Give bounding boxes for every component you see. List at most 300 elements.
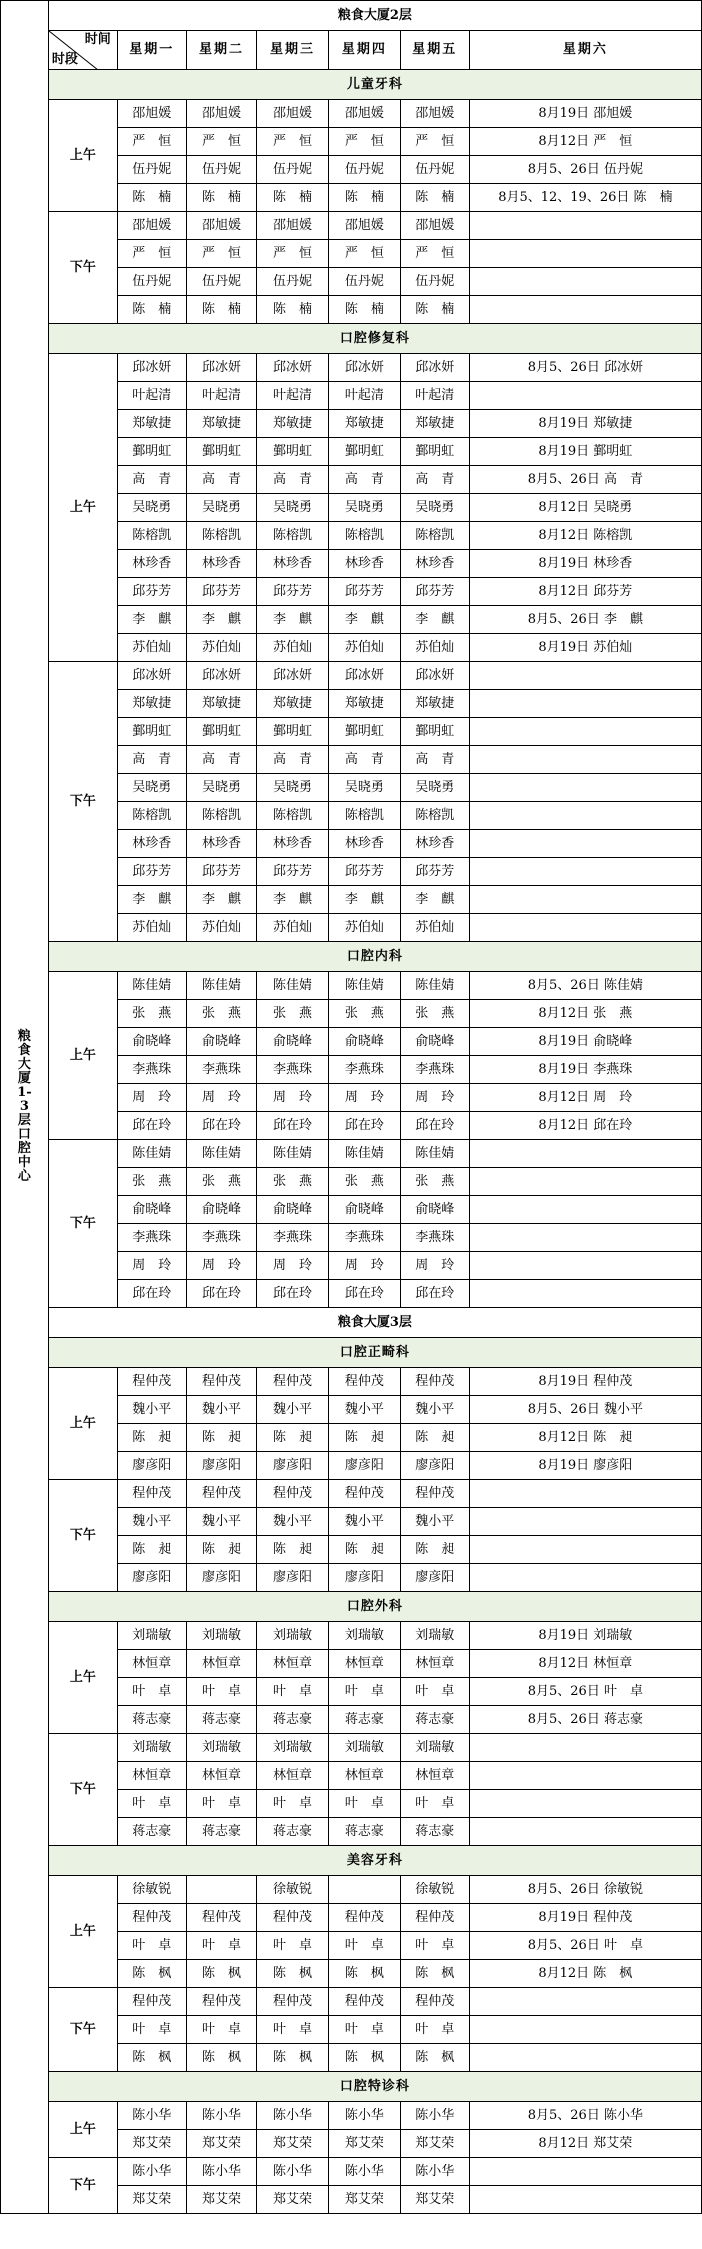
doctor-cell: 鄞明虹 bbox=[400, 718, 469, 746]
doctor-cell: 廖彦阳 bbox=[117, 1564, 186, 1592]
day-header: 星期五 bbox=[400, 31, 469, 70]
doctor-cell: 吴晓勇 bbox=[400, 494, 469, 522]
doctor-cell: 张 燕 bbox=[117, 1168, 186, 1196]
doctor-cell: 程仲茂 bbox=[186, 1480, 256, 1508]
doctor-cell: 魏小平 bbox=[328, 1396, 400, 1424]
doctor-row bbox=[1, 212, 702, 240]
doctor-cell: 邱在玲 bbox=[400, 1112, 469, 1140]
period-label: 上午 bbox=[48, 1622, 117, 1734]
doctor-cell: 叶 卓 bbox=[117, 2016, 186, 2044]
doctor-row bbox=[1, 662, 702, 690]
doctor-cell: 邱芬芳 bbox=[328, 578, 400, 606]
section-header-row bbox=[1, 1338, 702, 1368]
period-label: 上午 bbox=[48, 354, 117, 662]
doctor-cell: 林恒章 bbox=[117, 1650, 186, 1678]
doctor-cell: 陈榕凯 bbox=[400, 802, 469, 830]
doctor-cell: 李 麒 bbox=[186, 606, 256, 634]
saturday-cell: 8月5、26日 邱冰妍 bbox=[469, 354, 701, 382]
doctor-cell: 邱冰妍 bbox=[117, 354, 186, 382]
doctor-cell: 周 玲 bbox=[257, 1084, 329, 1112]
doctor-cell bbox=[328, 1876, 400, 1904]
doctor-cell: 鄞明虹 bbox=[186, 718, 256, 746]
doctor-cell: 陈佳婧 bbox=[117, 972, 186, 1000]
doctor-cell: 程仲茂 bbox=[400, 1988, 469, 2016]
saturday-cell bbox=[469, 1734, 701, 1762]
doctor-cell: 陈小华 bbox=[186, 2102, 256, 2130]
doctor-cell: 叶 卓 bbox=[186, 1790, 256, 1818]
doctor-cell: 严 恒 bbox=[117, 128, 186, 156]
doctor-cell: 林珍香 bbox=[186, 830, 256, 858]
doctor-cell: 郑敏捷 bbox=[186, 690, 256, 718]
doctor-cell: 张 燕 bbox=[186, 1168, 256, 1196]
saturday-cell: 8月19日 鄞明虹 bbox=[469, 438, 701, 466]
doctor-cell: 邱芬芳 bbox=[186, 858, 256, 886]
doctor-cell: 魏小平 bbox=[257, 1508, 329, 1536]
doctor-cell: 郑敏捷 bbox=[117, 690, 186, 718]
saturday-cell bbox=[469, 662, 701, 690]
doctor-cell: 陈小华 bbox=[257, 2102, 329, 2130]
doctor-cell: 邱冰妍 bbox=[186, 354, 256, 382]
doctor-cell bbox=[186, 1876, 256, 1904]
saturday-cell bbox=[469, 1564, 701, 1592]
doctor-cell: 陈 昶 bbox=[186, 1536, 256, 1564]
corner-period-label: 时段 bbox=[51, 52, 78, 67]
saturday-cell bbox=[469, 212, 701, 240]
doctor-cell: 李 麒 bbox=[328, 886, 400, 914]
doctor-cell: 俞晓峰 bbox=[257, 1028, 329, 1056]
period-label: 下午 bbox=[48, 1988, 117, 2072]
doctor-cell: 高 青 bbox=[257, 466, 329, 494]
saturday-cell bbox=[469, 2044, 701, 2072]
doctor-cell: 周 玲 bbox=[328, 1084, 400, 1112]
doctor-cell: 郑艾荣 bbox=[117, 2186, 186, 2214]
doctor-cell: 张 燕 bbox=[400, 1168, 469, 1196]
doctor-cell: 郑艾荣 bbox=[400, 2130, 469, 2158]
saturday-cell: 8月5、26日 高 青 bbox=[469, 466, 701, 494]
doctor-cell: 邵旭媛 bbox=[328, 212, 400, 240]
doctor-cell: 伍丹妮 bbox=[186, 156, 256, 184]
doctor-cell: 郑艾荣 bbox=[328, 2186, 400, 2214]
doctor-cell: 邵旭媛 bbox=[257, 212, 329, 240]
doctor-cell: 叶起清 bbox=[328, 382, 400, 410]
doctor-cell: 张 燕 bbox=[257, 1168, 329, 1196]
doctor-cell: 蒋志豪 bbox=[117, 1706, 186, 1734]
doctor-cell: 魏小平 bbox=[328, 1508, 400, 1536]
doctor-cell: 邱芬芳 bbox=[400, 578, 469, 606]
doctor-cell: 严 恒 bbox=[328, 240, 400, 268]
doctor-row bbox=[1, 354, 702, 382]
saturday-cell bbox=[469, 240, 701, 268]
doctor-cell: 程仲茂 bbox=[186, 1368, 256, 1396]
saturday-cell: 8月19日 程仲茂 bbox=[469, 1904, 701, 1932]
doctor-cell: 廖彦阳 bbox=[117, 1452, 186, 1480]
doctor-cell: 郑艾荣 bbox=[328, 2130, 400, 2158]
saturday-cell: 8月12日 林恒章 bbox=[469, 1650, 701, 1678]
doctor-cell: 陈小华 bbox=[117, 2102, 186, 2130]
doctor-cell: 叶 卓 bbox=[117, 1678, 186, 1706]
doctor-cell: 严 恒 bbox=[186, 240, 256, 268]
doctor-row bbox=[1, 1734, 702, 1762]
doctor-cell: 陈 楠 bbox=[328, 296, 400, 324]
period-label: 上午 bbox=[48, 972, 117, 1140]
doctor-cell: 廖彦阳 bbox=[186, 1452, 256, 1480]
saturday-cell: 8月19日 刘瑞敏 bbox=[469, 1622, 701, 1650]
doctor-cell: 叶 卓 bbox=[328, 1932, 400, 1960]
saturday-cell: 8月12日 邱芬芳 bbox=[469, 578, 701, 606]
section-title: 口腔内科 bbox=[48, 942, 701, 972]
doctor-row bbox=[1, 1988, 702, 2016]
doctor-cell: 邱冰妍 bbox=[400, 354, 469, 382]
doctor-cell: 程仲茂 bbox=[117, 1368, 186, 1396]
doctor-cell: 叶 卓 bbox=[328, 1790, 400, 1818]
doctor-cell: 蒋志豪 bbox=[186, 1706, 256, 1734]
saturday-cell bbox=[469, 690, 701, 718]
doctor-cell: 刘瑞敏 bbox=[186, 1734, 256, 1762]
doctor-cell: 张 燕 bbox=[117, 1000, 186, 1028]
doctor-cell: 陈佳婧 bbox=[257, 1140, 329, 1168]
doctor-cell: 俞晓峰 bbox=[400, 1028, 469, 1056]
doctor-cell: 程仲茂 bbox=[257, 1368, 329, 1396]
doctor-cell: 伍丹妮 bbox=[400, 156, 469, 184]
doctor-cell: 陈 枫 bbox=[257, 2044, 329, 2072]
doctor-cell: 伍丹妮 bbox=[400, 268, 469, 296]
doctor-cell: 邱在玲 bbox=[257, 1280, 329, 1308]
doctor-cell: 俞晓峰 bbox=[328, 1028, 400, 1056]
doctor-cell: 郑敏捷 bbox=[328, 690, 400, 718]
doctor-cell: 苏伯灿 bbox=[186, 914, 256, 942]
doctor-cell: 周 玲 bbox=[186, 1252, 256, 1280]
doctor-cell: 陈小华 bbox=[257, 2158, 329, 2186]
doctor-cell: 郑敏捷 bbox=[400, 410, 469, 438]
doctor-cell: 魏小平 bbox=[186, 1396, 256, 1424]
doctor-cell: 魏小平 bbox=[257, 1396, 329, 1424]
doctor-cell: 严 恒 bbox=[117, 240, 186, 268]
section-title: 口腔外科 bbox=[48, 1592, 701, 1622]
doctor-cell: 陈 昶 bbox=[400, 1536, 469, 1564]
doctor-cell: 李燕珠 bbox=[117, 1056, 186, 1084]
doctor-cell: 陈 昶 bbox=[117, 1424, 186, 1452]
doctor-cell: 周 玲 bbox=[186, 1084, 256, 1112]
doctor-cell: 林恒章 bbox=[117, 1762, 186, 1790]
doctor-cell: 林恒章 bbox=[186, 1650, 256, 1678]
saturday-cell: 8月19日 廖彦阳 bbox=[469, 1452, 701, 1480]
doctor-cell: 陈小华 bbox=[328, 2158, 400, 2186]
doctor-row bbox=[1, 1876, 702, 1904]
doctor-cell: 陈榕凯 bbox=[117, 802, 186, 830]
doctor-cell: 李 麒 bbox=[257, 606, 329, 634]
period-label: 下午 bbox=[48, 212, 117, 324]
doctor-cell: 陈榕凯 bbox=[257, 522, 329, 550]
doctor-cell: 蒋志豪 bbox=[257, 1818, 329, 1846]
doctor-cell: 李燕珠 bbox=[257, 1056, 329, 1084]
doctor-cell: 林恒章 bbox=[257, 1762, 329, 1790]
doctor-cell: 程仲茂 bbox=[328, 1904, 400, 1932]
doctor-cell: 林珍香 bbox=[328, 550, 400, 578]
doctor-cell: 苏伯灿 bbox=[257, 634, 329, 662]
section-header-row bbox=[1, 2072, 702, 2102]
doctor-cell: 叶 卓 bbox=[400, 2016, 469, 2044]
doctor-cell: 蒋志豪 bbox=[328, 1818, 400, 1846]
doctor-cell: 邵旭媛 bbox=[400, 212, 469, 240]
doctor-cell: 伍丹妮 bbox=[328, 156, 400, 184]
doctor-cell: 李燕珠 bbox=[328, 1056, 400, 1084]
doctor-cell: 周 玲 bbox=[117, 1084, 186, 1112]
doctor-cell: 周 玲 bbox=[328, 1252, 400, 1280]
doctor-cell: 叶 卓 bbox=[186, 1932, 256, 1960]
doctor-cell: 邱冰妍 bbox=[400, 662, 469, 690]
doctor-cell: 刘瑞敏 bbox=[257, 1734, 329, 1762]
doctor-cell: 邱冰妍 bbox=[328, 354, 400, 382]
saturday-cell: 8月19日 俞晓峰 bbox=[469, 1028, 701, 1056]
doctor-cell: 蒋志豪 bbox=[117, 1818, 186, 1846]
doctor-cell: 陈小华 bbox=[400, 2158, 469, 2186]
doctor-cell: 程仲茂 bbox=[117, 1988, 186, 2016]
saturday-cell bbox=[469, 1252, 701, 1280]
doctor-cell: 林珍香 bbox=[400, 830, 469, 858]
doctor-cell: 高 青 bbox=[328, 466, 400, 494]
doctor-cell: 周 玲 bbox=[400, 1084, 469, 1112]
doctor-cell: 苏伯灿 bbox=[117, 914, 186, 942]
period-label: 下午 bbox=[48, 1480, 117, 1592]
doctor-cell: 鄞明虹 bbox=[328, 718, 400, 746]
doctor-cell: 陈 楠 bbox=[117, 184, 186, 212]
saturday-cell: 8月19日 邵旭媛 bbox=[469, 100, 701, 128]
doctor-cell: 鄞明虹 bbox=[117, 718, 186, 746]
doctor-cell: 林恒章 bbox=[400, 1650, 469, 1678]
doctor-cell: 陈 楠 bbox=[186, 184, 256, 212]
saturday-cell bbox=[469, 1140, 701, 1168]
doctor-cell: 廖彦阳 bbox=[257, 1564, 329, 1592]
doctor-cell: 邵旭媛 bbox=[186, 100, 256, 128]
doctor-cell: 叶起清 bbox=[117, 382, 186, 410]
doctor-cell: 高 青 bbox=[400, 466, 469, 494]
doctor-cell: 程仲茂 bbox=[400, 1480, 469, 1508]
doctor-cell: 吴晓勇 bbox=[328, 774, 400, 802]
doctor-cell: 魏小平 bbox=[400, 1508, 469, 1536]
doctor-cell: 陈佳婧 bbox=[328, 1140, 400, 1168]
doctor-cell: 邱在玲 bbox=[257, 1112, 329, 1140]
doctor-cell: 陈榕凯 bbox=[117, 522, 186, 550]
doctor-cell: 严 恒 bbox=[400, 240, 469, 268]
doctor-cell: 高 青 bbox=[186, 746, 256, 774]
doctor-cell: 苏伯灿 bbox=[328, 914, 400, 942]
doctor-cell: 刘瑞敏 bbox=[117, 1734, 186, 1762]
doctor-cell: 邱在玲 bbox=[328, 1112, 400, 1140]
doctor-cell: 林珍香 bbox=[328, 830, 400, 858]
doctor-cell: 陈榕凯 bbox=[186, 522, 256, 550]
doctor-cell: 郑艾荣 bbox=[117, 2130, 186, 2158]
doctor-cell: 陈 昶 bbox=[117, 1536, 186, 1564]
doctor-row bbox=[1, 100, 702, 128]
doctor-cell: 林恒章 bbox=[400, 1762, 469, 1790]
saturday-cell: 8月19日 李燕珠 bbox=[469, 1056, 701, 1084]
doctor-cell: 徐敏锐 bbox=[400, 1876, 469, 1904]
section-title: 儿童牙科 bbox=[48, 70, 701, 100]
doctor-cell: 苏伯灿 bbox=[186, 634, 256, 662]
doctor-cell: 林恒章 bbox=[328, 1762, 400, 1790]
doctor-cell: 邱冰妍 bbox=[257, 662, 329, 690]
doctor-cell: 吴晓勇 bbox=[186, 494, 256, 522]
period-label: 下午 bbox=[48, 2158, 117, 2214]
doctor-cell: 郑敏捷 bbox=[257, 690, 329, 718]
saturday-cell bbox=[469, 858, 701, 886]
period-label: 上午 bbox=[48, 1876, 117, 1988]
doctor-cell: 邵旭媛 bbox=[328, 100, 400, 128]
doctor-cell: 李 麒 bbox=[257, 886, 329, 914]
doctor-cell: 张 燕 bbox=[257, 1000, 329, 1028]
doctor-cell: 李 麒 bbox=[186, 886, 256, 914]
doctor-cell: 叶 卓 bbox=[400, 1790, 469, 1818]
doctor-cell: 李 麒 bbox=[117, 606, 186, 634]
doctor-cell: 陈 楠 bbox=[186, 296, 256, 324]
doctor-cell: 林珍香 bbox=[186, 550, 256, 578]
doctor-cell: 邱芬芳 bbox=[257, 858, 329, 886]
saturday-cell bbox=[469, 1480, 701, 1508]
saturday-cell: 8月5、26日 叶 卓 bbox=[469, 1932, 701, 1960]
doctor-cell: 严 恒 bbox=[257, 128, 329, 156]
saturday-cell bbox=[469, 1790, 701, 1818]
doctor-cell: 林珍香 bbox=[117, 830, 186, 858]
doctor-cell: 邵旭媛 bbox=[186, 212, 256, 240]
doctor-cell: 叶 卓 bbox=[257, 1790, 329, 1818]
doctor-cell: 廖彦阳 bbox=[400, 1564, 469, 1592]
doctor-cell: 蒋志豪 bbox=[186, 1818, 256, 1846]
doctor-cell: 郑敏捷 bbox=[186, 410, 256, 438]
doctor-cell: 邱在玲 bbox=[117, 1280, 186, 1308]
doctor-cell: 陈小华 bbox=[186, 2158, 256, 2186]
doctor-cell: 程仲茂 bbox=[257, 1480, 329, 1508]
saturday-cell: 8月12日 邱在玲 bbox=[469, 1112, 701, 1140]
doctor-cell: 邱在玲 bbox=[400, 1280, 469, 1308]
saturday-cell bbox=[469, 382, 701, 410]
doctor-cell: 程仲茂 bbox=[328, 1480, 400, 1508]
doctor-cell: 邱芬芳 bbox=[328, 858, 400, 886]
doctor-cell: 高 青 bbox=[117, 746, 186, 774]
doctor-cell: 张 燕 bbox=[328, 1168, 400, 1196]
doctor-cell: 俞晓峰 bbox=[186, 1196, 256, 1224]
saturday-cell: 8月12日 张 燕 bbox=[469, 1000, 701, 1028]
doctor-cell: 邵旭媛 bbox=[117, 212, 186, 240]
doctor-cell: 叶 卓 bbox=[400, 1932, 469, 1960]
doctor-cell: 陈 楠 bbox=[257, 184, 329, 212]
doctor-cell: 郑艾荣 bbox=[186, 2130, 256, 2158]
doctor-cell: 张 燕 bbox=[400, 1000, 469, 1028]
doctor-cell: 蒋志豪 bbox=[400, 1706, 469, 1734]
saturday-cell bbox=[469, 1168, 701, 1196]
doctor-cell: 高 青 bbox=[257, 746, 329, 774]
doctor-cell: 李燕珠 bbox=[328, 1224, 400, 1252]
doctor-cell: 陈 楠 bbox=[257, 296, 329, 324]
doctor-cell: 陈 楠 bbox=[400, 184, 469, 212]
doctor-cell: 邱在玲 bbox=[186, 1112, 256, 1140]
doctor-cell: 鄞明虹 bbox=[328, 438, 400, 466]
doctor-cell: 叶 卓 bbox=[117, 1790, 186, 1818]
doctor-cell: 邱在玲 bbox=[117, 1112, 186, 1140]
doctor-row bbox=[1, 1368, 702, 1396]
saturday-cell: 8月19日 程仲茂 bbox=[469, 1368, 701, 1396]
doctor-cell: 邱在玲 bbox=[186, 1280, 256, 1308]
doctor-cell: 陈榕凯 bbox=[257, 802, 329, 830]
saturday-cell: 8月5、26日 伍丹妮 bbox=[469, 156, 701, 184]
doctor-cell: 陈 昶 bbox=[257, 1424, 329, 1452]
doctor-cell: 陈榕凯 bbox=[328, 522, 400, 550]
doctor-cell: 陈佳婧 bbox=[257, 972, 329, 1000]
saturday-cell: 8月5、26日 李 麒 bbox=[469, 606, 701, 634]
section-header-row bbox=[1, 1846, 702, 1876]
doctor-cell: 郑敏捷 bbox=[400, 690, 469, 718]
doctor-cell: 程仲茂 bbox=[257, 1904, 329, 1932]
doctor-cell: 伍丹妮 bbox=[257, 156, 329, 184]
saturday-cell bbox=[469, 774, 701, 802]
doctor-cell: 林珍香 bbox=[257, 550, 329, 578]
doctor-cell: 李 麒 bbox=[400, 886, 469, 914]
doctor-cell: 陈 枫 bbox=[328, 2044, 400, 2072]
doctor-cell: 邱冰妍 bbox=[328, 662, 400, 690]
doctor-cell: 吴晓勇 bbox=[328, 494, 400, 522]
doctor-cell: 吴晓勇 bbox=[117, 494, 186, 522]
saturday-cell bbox=[469, 1224, 701, 1252]
doctor-cell: 魏小平 bbox=[400, 1396, 469, 1424]
doctor-cell: 陈 枫 bbox=[400, 2044, 469, 2072]
doctor-row bbox=[1, 1140, 702, 1168]
doctor-cell: 吴晓勇 bbox=[117, 774, 186, 802]
doctor-cell: 张 燕 bbox=[328, 1000, 400, 1028]
saturday-cell bbox=[469, 296, 701, 324]
doctor-cell: 陈小华 bbox=[117, 2158, 186, 2186]
doctor-cell: 吴晓勇 bbox=[186, 774, 256, 802]
doctor-row bbox=[1, 2158, 702, 2186]
doctor-cell: 叶起清 bbox=[186, 382, 256, 410]
doctor-cell: 郑艾荣 bbox=[257, 2130, 329, 2158]
saturday-cell: 8月12日 严 恒 bbox=[469, 128, 701, 156]
doctor-cell: 李燕珠 bbox=[400, 1224, 469, 1252]
doctor-cell: 俞晓峰 bbox=[117, 1028, 186, 1056]
doctor-cell: 苏伯灿 bbox=[400, 914, 469, 942]
doctor-cell: 陈 昶 bbox=[400, 1424, 469, 1452]
doctor-cell: 邱芬芳 bbox=[117, 858, 186, 886]
doctor-cell: 俞晓峰 bbox=[117, 1196, 186, 1224]
doctor-cell: 陈 昶 bbox=[186, 1424, 256, 1452]
period-label: 下午 bbox=[48, 662, 117, 942]
saturday-cell bbox=[469, 1508, 701, 1536]
saturday-cell: 8月12日 陈 枫 bbox=[469, 1960, 701, 1988]
saturday-cell: 8月12日 吴晓勇 bbox=[469, 494, 701, 522]
doctor-cell: 徐敏锐 bbox=[257, 1876, 329, 1904]
doctor-row bbox=[1, 2102, 702, 2130]
saturday-cell: 8月5、26日 蒋志豪 bbox=[469, 1706, 701, 1734]
doctor-cell: 陈佳婧 bbox=[328, 972, 400, 1000]
doctor-cell: 林恒章 bbox=[328, 1650, 400, 1678]
day-header: 星期二 bbox=[186, 31, 256, 70]
doctor-cell: 程仲茂 bbox=[328, 1368, 400, 1396]
doctor-cell: 苏伯灿 bbox=[400, 634, 469, 662]
doctor-cell: 鄞明虹 bbox=[186, 438, 256, 466]
doctor-cell: 郑艾荣 bbox=[257, 2186, 329, 2214]
doctor-cell: 李 麒 bbox=[328, 606, 400, 634]
saturday-cell: 8月12日 周 玲 bbox=[469, 1084, 701, 1112]
doctor-cell: 伍丹妮 bbox=[257, 268, 329, 296]
doctor-cell: 周 玲 bbox=[117, 1252, 186, 1280]
day-header: 星期四 bbox=[328, 31, 400, 70]
doctor-cell: 苏伯灿 bbox=[117, 634, 186, 662]
doctor-cell: 陈佳婧 bbox=[400, 972, 469, 1000]
saturday-cell: 8月5、26日 叶 卓 bbox=[469, 1678, 701, 1706]
doctor-cell: 陈佳婧 bbox=[186, 972, 256, 1000]
doctor-cell: 陈 楠 bbox=[328, 184, 400, 212]
doctor-cell: 程仲茂 bbox=[117, 1480, 186, 1508]
doctor-cell: 李 麒 bbox=[400, 606, 469, 634]
doctor-cell: 林恒章 bbox=[186, 1762, 256, 1790]
